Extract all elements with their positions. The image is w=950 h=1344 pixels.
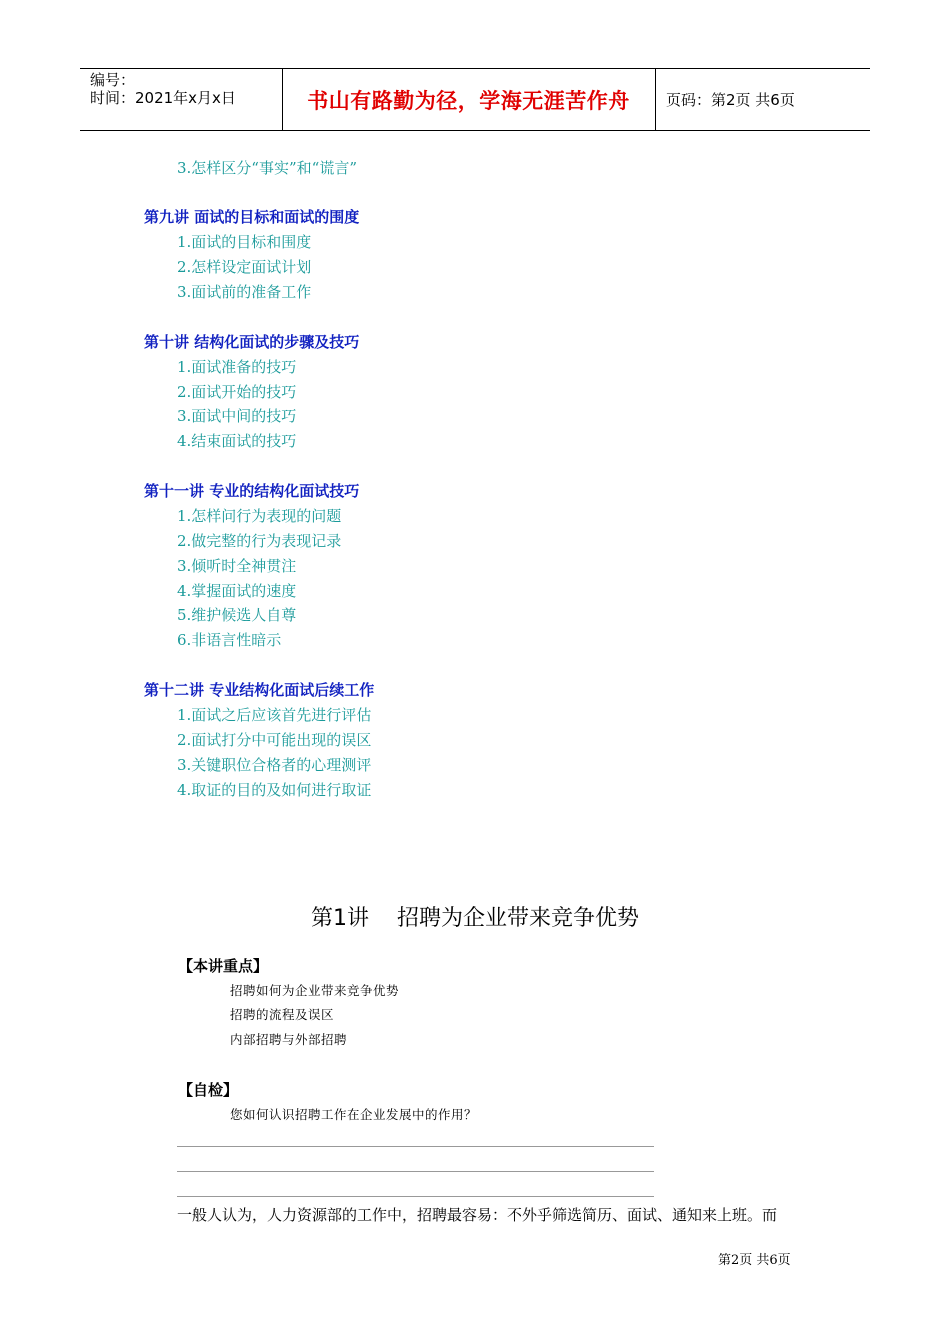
toc-item: 2.面试打分中可能出现的误区: [177, 731, 372, 749]
motto-text: 书山有路勤为径，学海无涯苦作舟: [307, 89, 630, 113]
body-paragraph: 一般人认为，人力资源部的工作中，招聘最容易：不外乎筛选简历、面试、通知来上班。而: [177, 1206, 778, 1224]
chapter-title: 第1讲 招聘为企业带来竞争优势: [311, 906, 639, 931]
toc-item: 1.面试的目标和围度: [177, 233, 312, 251]
toc-item: 4.取证的目的及如何进行取证: [177, 781, 372, 799]
page-header: [80, 68, 870, 131]
page-footer: 第2页 共6页: [718, 1253, 791, 1268]
date-line: 时间：2021年x月x日: [90, 89, 236, 107]
key-point-item: 内部招聘与外部招聘: [230, 1032, 348, 1047]
answer-line: [177, 1196, 654, 1197]
toc-item: 1.怎样问行为表现的问题: [177, 507, 342, 525]
serial-number-label: 编号：: [90, 71, 136, 89]
key-points-label: 【本讲重点】: [178, 957, 269, 975]
toc-item: 3.倾听时全神贯注: [177, 557, 297, 575]
answer-line: [177, 1171, 654, 1172]
toc-section-title: 第十二讲 专业结构化面试后续工作: [144, 681, 375, 699]
toc-item: 1.面试之后应该首先进行评估: [177, 706, 372, 724]
toc-item: 3.面试中间的技巧: [177, 407, 297, 425]
header-page-info: 页码：第2页 共6页: [666, 91, 795, 109]
toc-item: 6.非语言性暗示: [177, 631, 282, 649]
header-left-cell: [80, 69, 283, 130]
toc-item: 3.怎样区分“事实”和“谎言”: [177, 159, 357, 177]
header-page-cell: [656, 69, 870, 130]
toc-item: 2.面试开始的技巧: [177, 383, 297, 401]
toc-section-title: 第九讲 面试的目标和面试的围度: [144, 208, 360, 226]
self-check-question: 您如何认识招聘工作在企业发展中的作用？: [230, 1107, 478, 1122]
toc-section-title: 第十一讲 专业的结构化面试技巧: [144, 482, 360, 500]
toc-item: 3.关键职位合格者的心理测评: [177, 756, 372, 774]
toc-item: 2.做完整的行为表现记录: [177, 532, 342, 550]
toc-section-title: 第十讲 结构化面试的步骤及技巧: [144, 333, 360, 351]
toc-item: 2.怎样设定面试计划: [177, 258, 312, 276]
toc-item: 4.掌握面试的速度: [177, 582, 297, 600]
header-motto-cell: [282, 69, 656, 130]
toc-item: 4.结束面试的技巧: [177, 432, 297, 450]
answer-line: [177, 1146, 654, 1147]
toc-item: 1.面试准备的技巧: [177, 358, 297, 376]
key-point-item: 招聘如何为企业带来竞争优势: [230, 983, 400, 998]
toc-item: 3.面试前的准备工作: [177, 283, 312, 301]
key-point-item: 招聘的流程及误区: [230, 1007, 335, 1022]
toc-item: 5.维护候选人自尊: [177, 606, 297, 624]
self-check-label: 【自检】: [178, 1081, 239, 1099]
